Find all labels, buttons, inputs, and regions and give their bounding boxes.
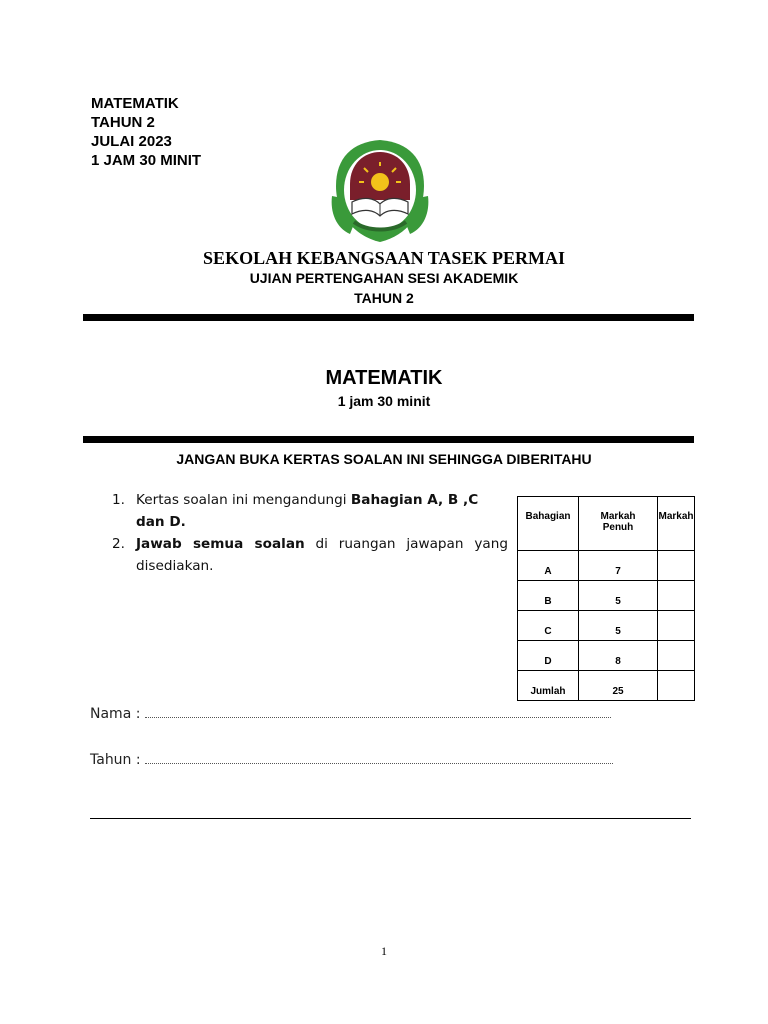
paper-duration: 1 jam 30 minit [337, 393, 431, 409]
header-cell: Markah [658, 497, 695, 551]
bottom-rule [90, 818, 691, 819]
instruction-bold: Bahagian A, B ,C dan D. [136, 492, 479, 530]
name-field[interactable] [145, 705, 611, 718]
school-name: SEKOLAH KEBANGSAAN TASEK PERMAI [203, 248, 565, 268]
table-row [518, 611, 695, 641]
table-row [518, 551, 695, 581]
instruction-2 [112, 533, 508, 577]
instruction-text: di ruangan jawapan yang disediakan. [136, 536, 508, 574]
instruction-number: 1. [112, 492, 125, 508]
header-date: JULAI 2023 [91, 133, 172, 150]
section-cell: D [518, 641, 579, 671]
mark-cell[interactable] [658, 611, 695, 641]
table-header-row [518, 497, 695, 551]
instruction-number: 2. [112, 536, 125, 552]
table-row [518, 671, 695, 701]
instruction-text: Kertas soalan ini mengandungi [136, 492, 351, 508]
section-cell: Jumlah [518, 671, 579, 701]
instruction-bold: Jawab semua soalan [136, 536, 305, 552]
mark-cell[interactable] [658, 671, 695, 701]
full-mark-cell: 25 [579, 671, 658, 701]
section-cell: C [518, 611, 579, 641]
full-mark-cell: 8 [579, 641, 658, 671]
table-row [518, 641, 695, 671]
section-cell: B [518, 581, 579, 611]
exam-year: TAHUN 2 [354, 290, 414, 306]
full-mark-cell: 7 [579, 551, 658, 581]
exam-name: UJIAN PERTENGAHAN SESI AKADEMIK [249, 270, 519, 286]
mark-cell[interactable] [658, 581, 695, 611]
page-number: 1 [381, 944, 387, 958]
warning-text: JANGAN BUKA KERTAS SOALAN INI SEHINGGA DIBERITAHU [176, 451, 592, 467]
school-crest-icon [328, 136, 432, 244]
full-mark-cell: 5 [579, 611, 658, 641]
instruction-1 [112, 489, 508, 533]
table-row [518, 581, 695, 611]
header-subject: MATEMATIK [91, 95, 179, 112]
header-cell: Markah Penuh [579, 497, 658, 551]
year-field[interactable] [145, 751, 613, 764]
mark-cell[interactable] [658, 641, 695, 671]
name-field-row [90, 705, 611, 722]
year-field-row [90, 751, 613, 768]
name-label: Nama : [90, 706, 141, 722]
year-label: Tahun : [90, 752, 141, 768]
divider-middle [83, 436, 694, 443]
header-year: TAHUN 2 [91, 114, 155, 131]
mark-cell[interactable] [658, 551, 695, 581]
marks-table [517, 496, 695, 701]
header-cell: Bahagian [518, 497, 579, 551]
divider-top [83, 314, 694, 321]
paper-title: MATEMATIK [325, 367, 443, 389]
section-cell: A [518, 551, 579, 581]
full-mark-cell: 5 [579, 581, 658, 611]
header-duration: 1 JAM 30 MINIT [91, 152, 202, 169]
